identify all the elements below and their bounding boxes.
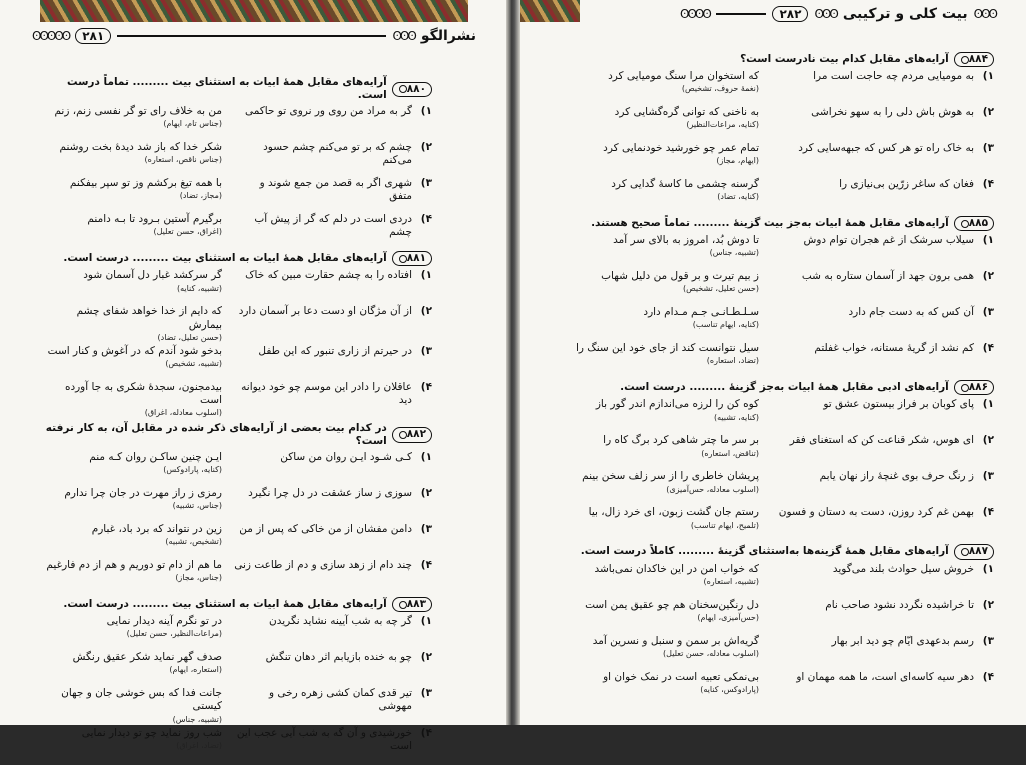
second-hemistich-group (556, 398, 759, 422)
second-hemistich-group (44, 177, 222, 201)
first-hemistich: سیلاب سرشک از غم هجران توام دوش (803, 234, 974, 247)
option-number: ۲) (982, 106, 994, 119)
second-hemistich-group (44, 381, 222, 418)
second-hemistich: بی‌نمکی تعبیه است در نمک خوان او (603, 670, 759, 683)
question-prompt: آرایه‌های مقابل همهٔ ابیات به‌جز بیت گزینهٔ ......... تماماً صحیح هستند. (591, 217, 949, 230)
option-row (44, 614, 432, 650)
question-block (556, 544, 994, 705)
first-hemistich: از آن مژگان او دست دعا بر آسمان دارد (238, 305, 412, 318)
device-note: (کنایه، ایهام تناسب) (692, 320, 759, 330)
question-number-badge (392, 427, 432, 442)
second-hemistich: در تو نگرم آینه دیدار نمایی (106, 615, 222, 628)
second-hemistich-group (556, 342, 759, 366)
second-hemistich-group (44, 451, 222, 475)
second-hemistich-group (556, 470, 759, 494)
device-note: (تلمیح، ایهام تناسب) (690, 520, 759, 530)
first-hemistich: بهمن غم کرد روزن، دست به دستان و فسون (778, 506, 974, 519)
first-hemistich: چشم که بر تو می‌کنم چشم حسود می‌کنم (263, 141, 412, 167)
option-row (44, 268, 432, 304)
first-hemistich: خروش سیل حوادث بلند می‌گوید (832, 562, 974, 575)
option-row (44, 212, 432, 248)
option-row (556, 341, 994, 377)
left-page-content (44, 76, 432, 765)
question-number-badge (392, 597, 432, 612)
first-hemistich: ای هوس، شکر قناعت کن که استغنای فقر (789, 434, 974, 447)
question-header (556, 52, 994, 67)
first-hemistich: گر به مراد من روی ور نروی تو حاکمی (244, 105, 412, 118)
option-row (556, 269, 994, 305)
option-row (556, 305, 994, 341)
second-hemistich: سـلـطـانـی جـم مـدام دارد (643, 306, 759, 319)
book-gutter (506, 0, 520, 725)
question-number: ۸۸۵ (968, 217, 988, 230)
option-row (556, 433, 994, 469)
option-row (556, 233, 994, 269)
first-hemistich: پای کوبان بر فراز بیستون عشق تو (823, 398, 974, 411)
question-number-badge (954, 52, 994, 67)
option-number: ۱) (420, 269, 432, 282)
option-number: ۳) (420, 344, 432, 357)
option-number: ۱) (982, 562, 994, 575)
option-number: ۳) (420, 687, 432, 700)
option-number: ۱) (420, 105, 432, 118)
second-hemistich-group (556, 142, 759, 166)
first-hemistich: دهر سیه کاسه‌ای است، ما همه مهمان او (796, 670, 974, 683)
second-hemistich: سیل نتوانست کند از جای خود این سنگ را (575, 342, 759, 355)
option-row (556, 177, 994, 213)
second-hemistich: ز بیم تیرت و بر قول من دلیل شهاب (601, 270, 759, 283)
option-number: ۴) (982, 506, 994, 519)
second-hemistich: دل رنگین‌سخنان هم چو عقیق یمن است (585, 598, 759, 611)
device-note: (ایهام، مجاز) (716, 156, 759, 166)
first-hemistich: فغان که ساغر زرّین بی‌نیازی را (839, 178, 974, 191)
device-note: (حسن تعلیل، تضاد) (157, 332, 222, 342)
second-hemistich: به ناخنی که توانی گره‌گشایی کرد (614, 106, 759, 119)
option-row (556, 598, 994, 634)
option-row (44, 104, 432, 140)
question-number-badge (392, 82, 432, 97)
option-row (556, 397, 994, 433)
question-header (556, 544, 994, 559)
second-hemistich: زین در نتواند که برد باد، غبارم (91, 523, 222, 536)
option-row (44, 726, 432, 762)
option-row (44, 380, 432, 419)
device-note: (جناس، مجاز) (175, 573, 222, 583)
option-row (44, 686, 432, 725)
second-hemistich-group (44, 487, 222, 511)
device-note: (اسلوب معادله، اغراق) (144, 407, 222, 417)
device-note: (تشبیه، تشخیص) (165, 358, 222, 368)
option-row (44, 140, 432, 176)
device-note: (تناقض، استعاره) (701, 448, 759, 458)
question-number: ۸۸۶ (968, 381, 988, 394)
question-prompt: آرایه‌های مقابل کدام بیت نادرست است؟ (740, 53, 949, 65)
swirl-ornament-icon: ʘʘʘʘ (680, 7, 710, 21)
swirl-ornament-icon: ʘʘʘ (814, 7, 837, 21)
option-row (44, 558, 432, 594)
second-hemistich: که خواب امن در این خاکدان نمی‌باشد (594, 562, 759, 575)
question-header (44, 251, 432, 266)
first-hemistich: تیر قدی کمان کشی زهره رخی و مهوشی (268, 687, 412, 713)
device-note: (کنایه، پارادوکس) (163, 465, 222, 475)
question-number: ۸۸۱ (406, 252, 426, 265)
second-hemistich-group (44, 141, 222, 165)
second-hemistich-group (556, 599, 759, 623)
second-hemistich-group (556, 671, 759, 695)
second-hemistich: گریه‌اش بر سمن و سنبل و نسرین آمد (592, 634, 759, 647)
second-hemistich-group (44, 213, 222, 237)
device-note: (تشبیه، جناس) (709, 248, 759, 258)
question-number: ۸۸۷ (968, 545, 988, 558)
first-hemistich: دردی است در دلم که گر از پیش آب چشم (254, 213, 412, 239)
first-hemistich: کم نشد از گریهٔ مستانه، خواب غفلتم (814, 342, 974, 355)
option-number: ۴) (420, 559, 432, 572)
option-number: ۲) (420, 651, 432, 664)
device-note: (کنایه، مراعات‌النظیر) (686, 120, 759, 130)
question-header (556, 380, 994, 395)
first-hemistich: آن کس که به دست جام دارد (848, 306, 974, 319)
question-prompt: آرایه‌های مقابل همهٔ ابیات به استثنای بیت ......... درست است. (63, 598, 387, 611)
option-number: ۳) (982, 634, 994, 647)
option-row (44, 304, 432, 343)
device-note: (جناس، تشبیه) (172, 501, 222, 511)
first-hemistich: به مومیایی مردم چه حاجت است مرا (813, 70, 974, 83)
question-prompt: در کدام بیت بعضی از آرایه‌های ذکر شده در مقابل آن، به کار نرفته است؟ (45, 421, 387, 447)
page-number: ۲۸۱ (75, 28, 111, 44)
second-hemistich: پریشان خاطری را از سر زلف سخن بینم (582, 470, 759, 483)
option-number: ۲) (982, 270, 994, 283)
right-page-content (556, 52, 994, 709)
second-hemistich: من به خلاف رای تو گر نفسی زنم، زنم (54, 105, 222, 118)
first-hemistich: دامن مفشان از من خاکی که پس از من (239, 523, 412, 536)
first-hemistich: افتاده را به چشم حقارت مبین که خاک (245, 269, 412, 282)
device-note: (اسلوب معادله، حس‌آمیزی) (666, 484, 759, 494)
first-hemistich: گر چه به شب آیینه نشاید نگریدن (269, 615, 412, 628)
first-hemistich: سوزی ز ساز عشقت در دل چرا نگیرد (248, 487, 412, 500)
question-number: ۸۸۰ (406, 82, 426, 95)
option-number: ۴) (982, 670, 994, 683)
second-hemistich: برگیرم آستین بـرود تا بـه دامنم (87, 213, 222, 226)
device-note: (تشخیص، تشبیه) (165, 537, 222, 547)
first-hemistich: تا خراشیده نگردد نشود صاحب نام (825, 598, 974, 611)
right-page-header (680, 6, 996, 22)
option-number: ۳) (420, 523, 432, 536)
second-hemistich-group (44, 559, 222, 583)
option-row (556, 670, 994, 706)
option-number: ۴) (420, 380, 432, 393)
question-block (556, 52, 994, 213)
question-prompt: آرایه‌های مقابل همهٔ ابیات به استثنای بیت ......... تماماً درست است. (66, 76, 387, 102)
option-number: ۴) (420, 213, 432, 226)
question-block (556, 216, 994, 377)
swirl-ornament-icon: ʘʘʘ (973, 7, 996, 21)
option-number: ۱) (982, 234, 994, 247)
page-title: نشرالگو (420, 28, 476, 44)
device-note: (اغراق، حسن تعلیل) (153, 227, 222, 237)
option-row (556, 69, 994, 105)
option-row (556, 505, 994, 541)
second-hemistich-group (44, 345, 222, 369)
second-hemistich: ما هم از دام تو دوریم و هم از دم فارغیم (46, 559, 222, 572)
question-header (44, 597, 432, 612)
option-row (44, 176, 432, 212)
device-note: (تشبیه، جناس) (172, 714, 222, 724)
badge-circle-icon (961, 56, 969, 64)
first-hemistich: ز رنگ حرف بوی غنچهٔ راز نهان یابم (819, 470, 974, 483)
question-number-badge (954, 380, 994, 395)
option-number: ۱) (420, 615, 432, 628)
device-note: (تضاد، اغراق) (176, 740, 222, 750)
first-hemistich: به خاک راه تو هر کس که جبهه‌سایی کرد (798, 142, 974, 155)
second-hemistich-group (556, 506, 759, 530)
device-note: (جناس ناقص، استعاره) (144, 155, 222, 165)
second-hemistich-group (556, 635, 759, 659)
question-number: ۸۸۳ (406, 598, 426, 611)
badge-circle-icon (399, 85, 407, 93)
option-row (556, 469, 994, 505)
second-hemistich: بدخو شود آندم که در آغوش و کنار است (47, 344, 222, 357)
question-number-badge (954, 544, 994, 559)
second-hemistich-group (556, 70, 759, 94)
device-note: (حسن تعلیل، تشخیص) (682, 284, 759, 294)
badge-circle-icon (961, 220, 969, 228)
option-number: ۲) (420, 141, 432, 154)
second-hemistich-group (44, 615, 222, 639)
decorative-photo-strip (40, 0, 468, 22)
first-hemistich: چند دام از زهد سازی و دم از طاعت زنی (234, 559, 412, 572)
option-row (556, 562, 994, 598)
second-hemistich: ایـن چنین ساکـن روان کـه منم (89, 451, 222, 464)
device-note: (پارادوکس، کنایه) (700, 684, 759, 694)
option-number: ۲) (982, 598, 994, 611)
option-row (44, 450, 432, 486)
second-hemistich: جانت فدا که بس خوشی جان و جهان کیستی (61, 687, 222, 713)
first-hemistich: چو به خنده بازیابم اثر دهان تنگش (265, 651, 412, 664)
option-number: ۳) (982, 142, 994, 155)
second-hemistich-group (44, 523, 222, 547)
option-number: ۲) (982, 434, 994, 447)
device-note: (استعاره، ایهام) (169, 665, 222, 675)
first-hemistich: به هوش باش دلی را به سهو نخراشی (811, 106, 974, 119)
first-hemistich: عاقلان را دادر این موسم چو خود دیوانه دید (241, 380, 412, 406)
device-note: (کنایه، تشبیه) (713, 412, 759, 422)
option-number: ۱) (982, 70, 994, 83)
question-number-badge (392, 251, 432, 266)
option-number: ۴) (982, 342, 994, 355)
swirl-ornament-icon: ʘʘʘʘʘ (32, 29, 70, 43)
device-note: (تشبیه، استعاره) (703, 576, 759, 586)
second-hemistich-group (556, 106, 759, 130)
badge-circle-icon (399, 431, 407, 439)
device-note: (جناس تام، ایهام) (163, 119, 222, 129)
second-hemistich-group (556, 234, 759, 258)
question-number-badge (954, 216, 994, 231)
second-hemistich-group (44, 727, 222, 751)
second-hemistich: که استخوان مرا سنگ مومیایی کرد (608, 70, 759, 83)
second-hemistich: که دایم از خدا خواهد شفای چشم بیمارش (76, 305, 222, 331)
second-hemistich: شب روز نماید چو تو دیدار نمایی (81, 726, 222, 739)
device-note: (تضاد، استعاره) (706, 356, 759, 366)
option-number: ۳) (982, 470, 994, 483)
question-header (556, 216, 994, 231)
device-note: (اسلوب معادله، حسن تعلیل) (663, 648, 759, 658)
first-hemistich: رسم بدعهدی ایّام چو دید ابر بهار (831, 634, 974, 647)
second-hemistich: شکر خدا که باز شد دیدهٔ بخت روشنم (59, 141, 222, 154)
first-hemistich: شهری اگر به قصد من جمع شوند و متفق (259, 177, 412, 203)
second-hemistich-group (556, 434, 759, 458)
device-note: (مراعات‌النظیر، حسن تعلیل) (126, 629, 222, 639)
page-number: ۲۸۲ (772, 6, 808, 22)
option-number: ۳) (982, 306, 994, 319)
first-hemistich: کـی شـود ایـن روان من ساکن (280, 451, 412, 464)
decorative-photo-strip (520, 0, 580, 22)
option-row (556, 105, 994, 141)
second-hemistich: با همه تیغ برکشم وز تو سپر بیفکنم (69, 177, 222, 190)
page-title: بیت کلی و ترکیبی (842, 6, 968, 22)
second-hemistich-group (556, 178, 759, 202)
question-prompt: آرایه‌های ادبی مقابل همهٔ ابیات به‌جز گزینهٔ ......... درست است. (620, 381, 949, 394)
question-block (44, 251, 432, 419)
second-hemistich: صدف گهر نماید شکر عقیق رنگش (72, 651, 222, 664)
second-hemistich-group (44, 105, 222, 129)
second-hemistich: رمزی ز راز مهرت در جان چرا ندارم (64, 487, 222, 500)
device-note: (کنایه، تضاد) (717, 192, 759, 202)
option-number: ۱) (420, 451, 432, 464)
second-hemistich: تا دوش بُد، امروز به بالای سر آمد (613, 234, 759, 247)
option-number: ۲) (420, 305, 432, 318)
second-hemistich: بر سر ما چتر شاهی کرد برگ کاه را (603, 434, 759, 447)
second-hemistich: بیدمجنون، سجدهٔ شکری به جا آورده است (64, 380, 222, 406)
device-note: (حس‌آمیزی، ایهام) (697, 612, 759, 622)
option-row (44, 650, 432, 686)
option-row (44, 344, 432, 380)
option-number: ۲) (420, 487, 432, 500)
second-hemistich-group (44, 269, 222, 293)
first-hemistich: خورشیدی و آن گه به شب آیی عجب این است (236, 726, 412, 752)
header-rule (716, 13, 767, 15)
device-note: (تشبیه، کنایه) (176, 283, 222, 293)
left-page-header (32, 28, 476, 44)
badge-circle-icon (961, 384, 969, 392)
badge-circle-icon (399, 601, 407, 609)
second-hemistich: گر سرکشد غبار دل آسمان شود (83, 269, 222, 282)
option-number: ۴) (982, 178, 994, 191)
option-row (44, 522, 432, 558)
second-hemistich-group (44, 687, 222, 724)
question-block (44, 76, 432, 248)
second-hemistich: تمام عمر چو خورشید خودنمایی کرد (603, 142, 759, 155)
second-hemistich-group (556, 563, 759, 587)
question-block (44, 422, 432, 594)
first-hemistich: همی برون جهد از آسمان ستاره به شب (801, 270, 974, 283)
second-hemistich: رستم جان گشت زبون، ای خرد زال، بیا (588, 506, 759, 519)
question-header (44, 76, 432, 102)
option-number: ۱) (982, 398, 994, 411)
second-hemistich-group (556, 306, 759, 330)
second-hemistich: گرسنه چشمی ما کاسهٔ گدایی کرد (611, 178, 759, 191)
right-page (520, 0, 1026, 725)
question-block (556, 380, 994, 541)
first-hemistich: در حیرتم از زاری تنبور که این طفل (258, 344, 412, 357)
question-header (44, 422, 432, 448)
question-number: ۸۸۲ (406, 428, 426, 441)
second-hemistich-group (44, 305, 222, 342)
option-number: ۴) (420, 726, 432, 739)
option-row (44, 486, 432, 522)
option-number: ۳) (420, 177, 432, 190)
device-note: (مجاز، تضاد) (179, 191, 222, 201)
header-rule (117, 35, 386, 37)
swirl-ornament-icon: ʘʘʘ (392, 29, 415, 43)
question-block (44, 597, 432, 761)
badge-circle-icon (399, 255, 407, 263)
question-number: ۸۸۴ (968, 53, 988, 65)
device-note: (نغمهٔ حروف، تشخیص) (681, 84, 759, 94)
option-row (556, 634, 994, 670)
question-prompt: آرایه‌های مقابل همهٔ ابیات به استثنای بیت ......... درست است. (63, 252, 387, 265)
badge-circle-icon (961, 548, 969, 556)
second-hemistich: کوه کن را لرزه می‌اندازم اندر گور باز (595, 398, 759, 411)
second-hemistich-group (44, 651, 222, 675)
second-hemistich-group (556, 270, 759, 294)
left-page (0, 0, 506, 752)
option-row (556, 141, 994, 177)
question-prompt: آرایه‌های مقابل همهٔ گزینه‌ها به‌استثنای گزینهٔ ......... کاملاً درست است. (580, 545, 949, 558)
